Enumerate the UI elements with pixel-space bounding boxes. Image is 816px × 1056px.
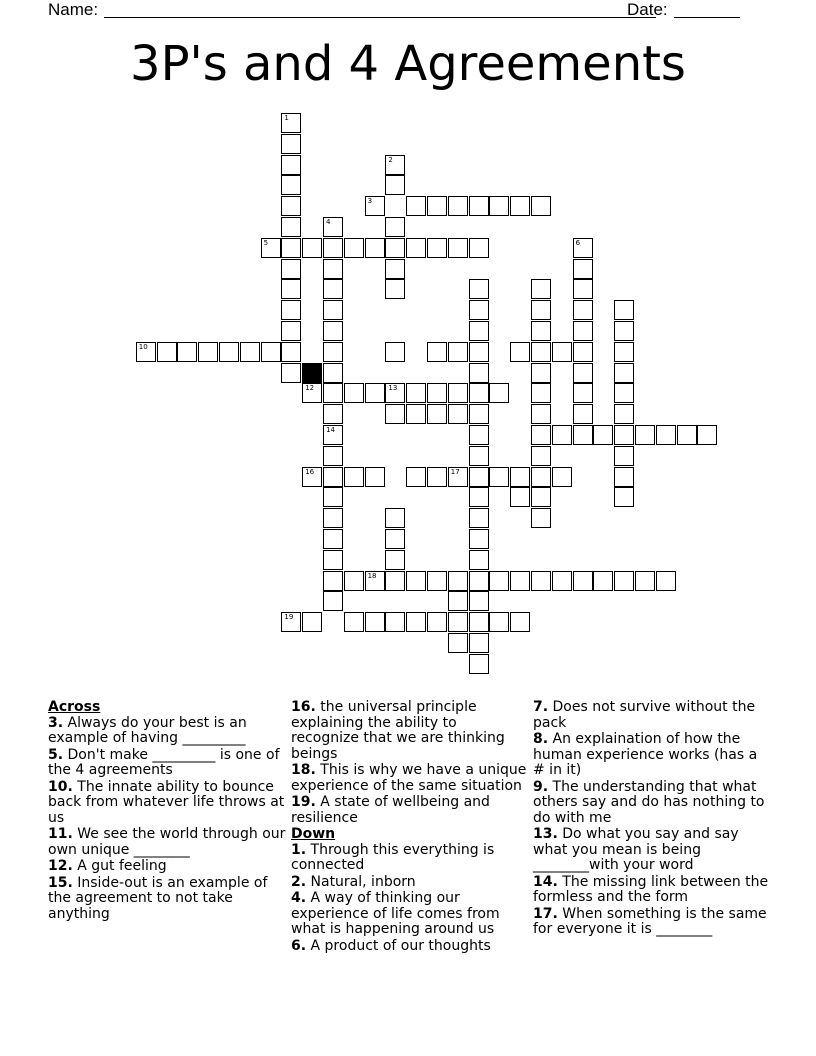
crossword-cell[interactable] <box>489 571 509 591</box>
clue-item <box>48 859 288 875</box>
crossword-cell[interactable] <box>406 467 426 487</box>
crossword-cell[interactable] <box>593 425 613 445</box>
crossword-cell[interactable] <box>385 175 405 195</box>
crossword-cell[interactable] <box>614 467 634 487</box>
clue-number: 6 <box>575 238 581 247</box>
crossword-cell[interactable] <box>323 342 343 362</box>
crossword-cell[interactable] <box>281 363 301 383</box>
crossword-cell[interactable] <box>385 529 405 549</box>
crossword-cell[interactable] <box>573 571 593 591</box>
crossword-cell[interactable] <box>614 300 634 320</box>
crossword-cell[interactable] <box>385 612 405 632</box>
clue-item <box>48 780 288 827</box>
crossword-cell[interactable] <box>281 321 301 341</box>
crossword-cell[interactable] <box>385 279 405 299</box>
crossword-cell[interactable] <box>448 467 468 487</box>
crossword-cell[interactable] <box>552 425 572 445</box>
crossword-cell[interactable] <box>552 467 572 487</box>
clue-text: The innate ability to bounce back from whatever life throws at us <box>48 778 285 826</box>
clue-number: 18 <box>367 571 377 580</box>
crossword-cell[interactable] <box>323 591 343 611</box>
crossword-cell[interactable] <box>281 134 301 154</box>
clue-item <box>291 795 527 826</box>
crossword-cell[interactable] <box>469 529 489 549</box>
crossword-cell[interactable] <box>469 612 489 632</box>
crossword-cell[interactable] <box>365 383 385 403</box>
crossword-cell[interactable] <box>385 217 405 237</box>
crossword-cell[interactable] <box>469 654 489 674</box>
crossword-cell[interactable] <box>614 425 634 445</box>
crossword-cell[interactable] <box>614 321 634 341</box>
crossword-cell[interactable] <box>510 612 530 632</box>
crossword-cell[interactable] <box>573 238 593 258</box>
crossword-cell[interactable] <box>406 404 426 424</box>
crossword-cell[interactable] <box>469 300 489 320</box>
crossword-cell[interactable] <box>573 279 593 299</box>
crossword-cell[interactable] <box>573 259 593 279</box>
crossword-cell[interactable] <box>573 342 593 362</box>
crossword-cell[interactable] <box>281 217 301 237</box>
crossword-cell[interactable] <box>531 279 551 299</box>
crossword-cell[interactable] <box>281 238 301 258</box>
clue-number-label: 17. <box>533 905 558 922</box>
crossword-cell[interactable] <box>614 342 634 362</box>
crossword-cell[interactable] <box>489 467 509 487</box>
crossword-cell[interactable] <box>344 571 364 591</box>
clue-number: 3 <box>367 197 373 206</box>
crossword-cell[interactable] <box>406 571 426 591</box>
clue-number: 5 <box>263 238 269 247</box>
name-label: Name: <box>48 0 99 19</box>
crossword-cell[interactable] <box>531 508 551 528</box>
crossword-cell[interactable] <box>385 383 405 403</box>
crossword-cell[interactable] <box>531 446 551 466</box>
crossword-cell[interactable] <box>531 571 551 591</box>
crossword-cell[interactable] <box>427 571 447 591</box>
crossword-cell[interactable] <box>469 279 489 299</box>
crossword-cell[interactable] <box>427 342 447 362</box>
crossword-cell[interactable] <box>510 196 530 216</box>
crossword-cell[interactable] <box>614 571 634 591</box>
crossword-cell[interactable] <box>552 342 572 362</box>
clue-number-label: 4. <box>291 890 307 906</box>
clue-item <box>291 875 527 891</box>
crossword-cell[interactable] <box>635 571 655 591</box>
crossword-cell[interactable] <box>448 591 468 611</box>
crossword-cell[interactable] <box>448 404 468 424</box>
crossword-cell[interactable] <box>697 425 717 445</box>
clue-text: Does not survive without the pack <box>533 699 756 731</box>
crossword-cell[interactable] <box>323 321 343 341</box>
crossword-cell[interactable] <box>656 571 676 591</box>
crossword-cell[interactable] <box>469 238 489 258</box>
crossword-cell[interactable] <box>157 342 177 362</box>
crossword-cell[interactable] <box>323 300 343 320</box>
crossword-cell[interactable] <box>531 425 551 445</box>
crossword-cell[interactable] <box>281 279 301 299</box>
crossword-cell[interactable] <box>281 175 301 195</box>
crossword-cell[interactable] <box>406 196 426 216</box>
clue-number: 2 <box>388 155 393 164</box>
clue-text: When something is the same for everyone it is ________ <box>533 905 767 937</box>
crossword-cell[interactable] <box>469 591 489 611</box>
clue-text: The missing link between the formless and the form <box>533 873 769 905</box>
crossword-cell[interactable] <box>365 467 385 487</box>
crossword-cell[interactable] <box>323 279 343 299</box>
crossword-cell[interactable] <box>427 196 447 216</box>
clue-item <box>533 875 769 906</box>
crossword-cell[interactable] <box>510 342 530 362</box>
crossword-cell[interactable] <box>323 363 343 383</box>
crossword-cell[interactable] <box>261 342 281 362</box>
clue-number: 1 <box>284 114 289 122</box>
crossword-cell[interactable] <box>531 196 551 216</box>
crossword-cell[interactable] <box>323 238 343 258</box>
clue-number: 4 <box>326 218 331 226</box>
crossword-cell[interactable] <box>573 425 593 445</box>
clue-text: A state of wellbeing and resilience <box>291 794 490 826</box>
clue-text: A product of our thoughts <box>310 937 491 954</box>
crossword-cell[interactable] <box>385 342 405 362</box>
crossword-cell[interactable] <box>614 487 634 507</box>
crossword-cell[interactable] <box>573 321 593 341</box>
crossword-cell[interactable] <box>531 300 551 320</box>
clue-number-label: 2. <box>291 873 307 890</box>
clue-number-label: 1. <box>291 841 307 858</box>
clue-number-label: 19. <box>291 794 316 810</box>
crossword-cell[interactable] <box>469 321 489 341</box>
crossword-black-cell <box>302 363 322 383</box>
crossword-cell[interactable] <box>385 238 405 258</box>
crossword-cell[interactable] <box>323 446 343 466</box>
clue-item <box>533 732 769 779</box>
crossword-cell[interactable] <box>385 571 405 591</box>
crossword-cell[interactable] <box>323 467 343 487</box>
crossword-cell[interactable] <box>344 467 364 487</box>
crossword-cell[interactable] <box>323 487 343 507</box>
crossword-cell[interactable] <box>281 612 301 632</box>
crossword-cell[interactable] <box>469 196 489 216</box>
crossword-cell[interactable] <box>469 550 489 570</box>
clue-item <box>533 907 769 938</box>
clues-column-1 <box>48 700 288 923</box>
crossword-cell[interactable] <box>448 196 468 216</box>
crossword-cell[interactable] <box>385 259 405 279</box>
crossword-cell[interactable] <box>177 342 197 362</box>
crossword-cell[interactable] <box>531 363 551 383</box>
crossword-cell[interactable] <box>469 383 489 403</box>
crossword-cell[interactable] <box>323 571 343 591</box>
crossword-cell[interactable] <box>136 342 156 362</box>
crossword-cell[interactable] <box>240 342 260 362</box>
crossword-cell[interactable] <box>427 404 447 424</box>
clue-item <box>48 716 288 747</box>
clue-text: The understanding that what others say and do has nothing to do with me <box>533 778 765 826</box>
clue-text: A gut feeling <box>77 858 167 874</box>
crossword-cell[interactable] <box>510 571 530 591</box>
crossword-cell[interactable] <box>406 238 426 258</box>
crossword-cell[interactable] <box>614 363 634 383</box>
clue-number-label: 15. <box>48 874 73 891</box>
crossword-cell[interactable] <box>365 196 385 216</box>
crossword-cell[interactable] <box>573 363 593 383</box>
crossword-cell[interactable] <box>323 550 343 570</box>
clue-text: We see the world through our own unique ________ <box>48 826 286 858</box>
crossword-cell[interactable] <box>323 217 343 237</box>
crossword-cell[interactable] <box>406 612 426 632</box>
crossword-cell[interactable] <box>219 342 239 362</box>
crossword-cell[interactable] <box>448 633 468 653</box>
header <box>48 0 740 20</box>
clue-text: the universal principle explaining the ability to recognize that we are thinking beings <box>291 699 505 762</box>
crossword-cell[interactable] <box>385 404 405 424</box>
crossword-cell[interactable] <box>385 155 405 175</box>
crossword-cell[interactable] <box>323 404 343 424</box>
clue-item <box>291 763 527 794</box>
crossword-cell[interactable] <box>469 508 489 528</box>
clue-text: Don't make _________ is one of the 4 agreements <box>48 746 280 778</box>
crossword-cell[interactable] <box>427 383 447 403</box>
clue-number: 16 <box>305 467 315 476</box>
crossword-cell[interactable] <box>469 342 489 362</box>
clue-item <box>291 891 527 938</box>
crossword-cell[interactable] <box>469 425 489 445</box>
clue-text: This is why we have a unique experience of the same situation <box>291 762 527 794</box>
crossword-cell[interactable] <box>573 383 593 403</box>
clue-number: 10 <box>138 342 148 351</box>
crossword-cell[interactable] <box>427 467 447 487</box>
clue-text: Through this everything is connected <box>291 841 495 873</box>
crossword-cell[interactable] <box>427 612 447 632</box>
crossword-cell[interactable] <box>593 571 613 591</box>
crossword-cell[interactable] <box>531 321 551 341</box>
crossword-cell[interactable] <box>281 342 301 362</box>
crossword-cell[interactable] <box>302 238 322 258</box>
crossword-cell[interactable] <box>281 196 301 216</box>
crossword-cell[interactable] <box>469 467 489 487</box>
crossword-cell[interactable] <box>510 487 530 507</box>
crossword-cell[interactable] <box>323 259 343 279</box>
crossword-cell[interactable] <box>489 383 509 403</box>
clue-number-label: 7. <box>533 699 549 715</box>
crossword-cell[interactable] <box>302 383 322 403</box>
clue-number-label: 10. <box>48 778 73 795</box>
crossword-cell[interactable] <box>614 383 634 403</box>
date-input-line[interactable] <box>674 0 740 18</box>
crossword-cell[interactable] <box>365 612 385 632</box>
clue-number-label: 14. <box>533 873 558 890</box>
crossword-cell[interactable] <box>448 238 468 258</box>
crossword-cell[interactable] <box>469 633 489 653</box>
crossword-cell[interactable] <box>385 508 405 528</box>
crossword-cell[interactable] <box>531 342 551 362</box>
clue-number: 13 <box>388 384 398 393</box>
clue-number-label: 16. <box>291 699 316 715</box>
crossword-cell[interactable] <box>281 259 301 279</box>
crossword-cell[interactable] <box>302 612 322 632</box>
clue-text: Inside-out is an example of the agreement to not take anything <box>48 874 268 922</box>
crossword-cell[interactable] <box>573 404 593 424</box>
crossword-cell[interactable] <box>573 300 593 320</box>
crossword-cell[interactable] <box>469 404 489 424</box>
clues-column-2 <box>291 700 527 955</box>
clue-number-label: 8. <box>533 731 549 747</box>
crossword-cell[interactable] <box>385 550 405 570</box>
crossword-cell[interactable] <box>489 612 509 632</box>
crossword-cell[interactable] <box>198 342 218 362</box>
crossword-cell[interactable] <box>552 571 572 591</box>
clue-item <box>291 843 527 874</box>
down-heading: Down <box>291 826 336 842</box>
clue-item <box>291 700 527 762</box>
crossword-cell[interactable] <box>510 467 530 487</box>
clue-number-label: 6. <box>291 937 307 954</box>
crossword-cell[interactable] <box>323 383 343 403</box>
clue-number-label: 11. <box>48 826 73 842</box>
clue-number-label: 5. <box>48 746 64 763</box>
crossword-cell[interactable] <box>656 425 676 445</box>
crossword-cell[interactable] <box>427 238 447 258</box>
crossword-cell[interactable] <box>531 404 551 424</box>
clues-column-3 <box>533 700 769 939</box>
crossword-cell[interactable] <box>614 446 634 466</box>
clue-number: 17 <box>450 467 460 476</box>
crossword-cell[interactable] <box>531 467 551 487</box>
crossword-cell[interactable] <box>677 425 697 445</box>
clue-number-label: 13. <box>533 826 558 842</box>
crossword-cell[interactable] <box>302 467 322 487</box>
clue-text: A way of thinking our experience of life comes from what is happening around us <box>291 890 500 937</box>
crossword-cell[interactable] <box>469 571 489 591</box>
crossword-cell[interactable] <box>406 383 426 403</box>
crossword-cell[interactable] <box>281 113 301 133</box>
clue-number: 12 <box>305 384 315 393</box>
clue-item <box>48 827 288 858</box>
clue-number-label: 9. <box>533 778 549 795</box>
clue-text: An explaination of how the human experience works (has a # in it) <box>533 731 758 778</box>
clue-number-label: 18. <box>291 762 316 778</box>
crossword-cell[interactable] <box>323 508 343 528</box>
clue-text: Natural, inborn <box>310 873 416 890</box>
page-title: 3P's and 4 Agreements <box>130 36 686 92</box>
clue-item <box>533 700 769 731</box>
clue-item <box>533 827 769 874</box>
clue-text: Always do your best is an example of having _________ <box>48 714 247 746</box>
name-input-line[interactable] <box>104 0 656 18</box>
crossword-cell[interactable] <box>344 612 364 632</box>
crossword-cell[interactable] <box>635 425 655 445</box>
clue-number-label: 3. <box>48 714 64 731</box>
crossword-cell[interactable] <box>469 487 489 507</box>
clue-number-label: 12. <box>48 858 73 874</box>
across-heading: Across <box>48 699 101 715</box>
clue-item <box>48 876 288 923</box>
clue-item <box>291 939 527 955</box>
crossword-cell[interactable] <box>531 487 551 507</box>
crossword-cell[interactable] <box>323 425 343 445</box>
crossword-cell[interactable] <box>448 612 468 632</box>
date-label: Date: <box>627 0 668 19</box>
crossword-cell[interactable] <box>365 238 385 258</box>
crossword-cell[interactable] <box>448 383 468 403</box>
clue-text: Do what you say and say what you mean is being ________with your word <box>533 826 739 873</box>
crossword-cell[interactable] <box>281 155 301 175</box>
crossword-cell[interactable] <box>323 529 343 549</box>
crossword-cell[interactable] <box>448 571 468 591</box>
clue-item <box>48 748 288 779</box>
crossword-cell[interactable] <box>489 196 509 216</box>
crossword-cell[interactable] <box>448 342 468 362</box>
crossword-cell[interactable] <box>344 238 364 258</box>
clue-number: 19 <box>284 613 294 622</box>
crossword-cell[interactable] <box>344 383 364 403</box>
crossword-cell[interactable] <box>469 446 489 466</box>
crossword-cell[interactable] <box>365 571 385 591</box>
crossword-cell[interactable] <box>614 404 634 424</box>
crossword-cell[interactable] <box>531 383 551 403</box>
crossword-cell[interactable] <box>261 238 281 258</box>
crossword-cell[interactable] <box>281 300 301 320</box>
clue-number: 14 <box>326 426 335 434</box>
clue-item <box>533 780 769 827</box>
crossword-cell[interactable] <box>469 363 489 383</box>
